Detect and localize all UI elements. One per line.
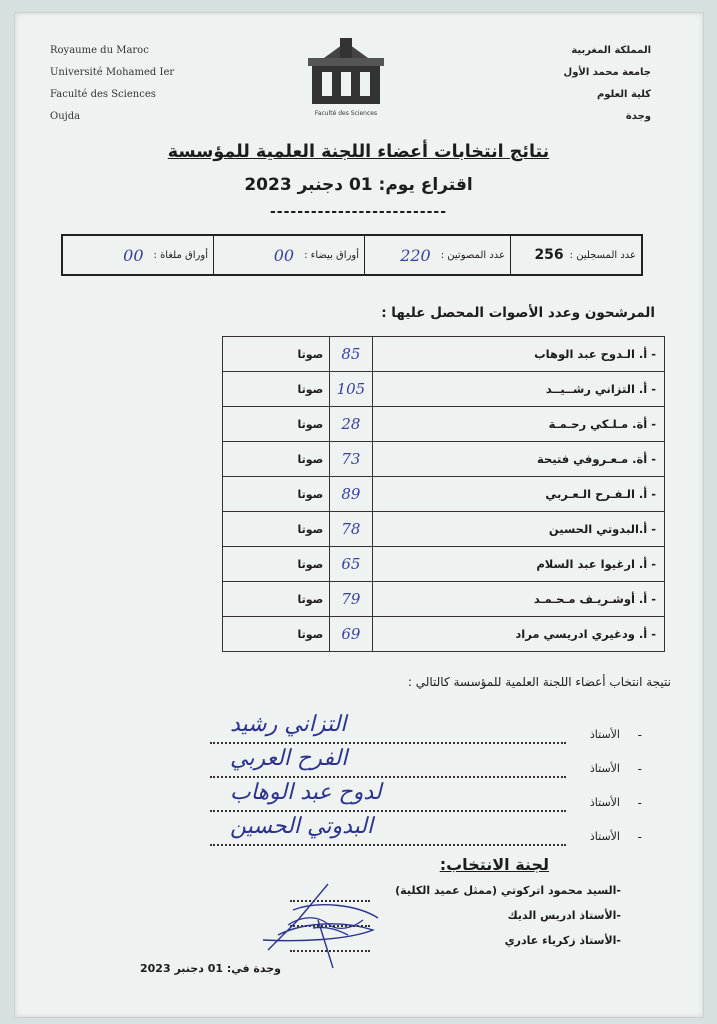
logo-caption: Faculté des Sciences — [314, 110, 378, 117]
header-french — [50, 40, 174, 128]
blank-label: أوراق بيضاء : — [304, 249, 359, 261]
void-value: 00 — [123, 245, 144, 265]
candidate-votes: 28 — [330, 407, 372, 442]
title-text: نتائج انتخابات أعضاء اللجنة العلمية للمؤسسة — [167, 142, 550, 162]
candidate-votes: 105 — [330, 372, 372, 407]
elected-prefix: الأستاذ — [589, 796, 620, 809]
candidate-votes: 78 — [330, 512, 372, 547]
candidate-name: - أة. مـلـكي رحـمـة — [372, 407, 664, 442]
vote-unit: صوتا — [223, 512, 330, 547]
committee-title: لجنة الانتخاب: — [439, 855, 549, 874]
committee-member: -الأستاذ زكرياء عادري — [504, 934, 621, 947]
candidate-name: - أ. أوشـريـف مـحـمـد — [372, 582, 664, 617]
vote-unit: صوتا — [223, 477, 330, 512]
table-row — [223, 372, 665, 407]
registered-label: عدد المسجلين : — [569, 249, 636, 261]
committee-member: -السيد محمود اتركوتي (ممثل عميد الكلية) — [395, 884, 621, 897]
vote-unit: صوتا — [223, 372, 330, 407]
table-row — [223, 547, 665, 582]
bullet: - — [637, 796, 642, 810]
candidate-votes: 85 — [330, 337, 372, 372]
elected-name: لدوح عبد الوهاب — [230, 780, 382, 805]
dotted-line — [210, 776, 566, 778]
void-label: أوراق ملغاة : — [153, 249, 208, 261]
vote-unit: صوتا — [223, 407, 330, 442]
voters-cell — [364, 236, 510, 274]
document-title — [0, 142, 717, 162]
handwritten-signature — [258, 880, 388, 970]
table-row — [223, 407, 665, 442]
bullet: - — [637, 728, 642, 742]
candidate-name: - أ. ارغيوا عبد السلام — [372, 547, 664, 582]
bullet: - — [637, 830, 642, 844]
elected-name: الفرح العربي — [230, 746, 348, 771]
candidate-name: - أ.البدوتي الحسين — [372, 512, 664, 547]
voters-value: 220 — [400, 245, 431, 265]
footer-place-date: وجدة في: 01 دجنبر 2023 — [140, 962, 282, 975]
vote-unit: صوتا — [223, 337, 330, 372]
table-row — [223, 442, 665, 477]
registered-cell — [510, 236, 641, 274]
elected-name: البدوتي الحسين — [230, 814, 374, 839]
candidate-name: - أ. الـفـرح الـعـربي — [372, 477, 664, 512]
table-row — [223, 617, 665, 652]
table-row — [223, 477, 665, 512]
bullet: - — [637, 762, 642, 776]
candidate-name: - أ. التزاني رشــيــد — [372, 372, 664, 407]
elected-row — [210, 814, 670, 852]
vote-unit: صوتا — [223, 547, 330, 582]
candidate-name: - أة. مـعـروفي فتيحة — [372, 442, 664, 477]
elected-prefix: الأستاذ — [589, 728, 620, 741]
header-ar-line: كلية العلوم — [596, 89, 651, 100]
result-label: نتيجة انتخاب أعضاء اللجنة العلمية للمؤسسة كالتالي : — [407, 675, 671, 689]
vote-unit: صوتا — [223, 582, 330, 617]
candidates-heading: المرشحون وعدد الأصوات المحصل عليها : — [381, 305, 655, 321]
blank-cell — [213, 236, 364, 274]
candidate-votes: 79 — [330, 582, 372, 617]
elected-prefix: الأستاذ — [589, 762, 620, 775]
table-row — [223, 512, 665, 547]
elected-name: التزاني رشيد — [230, 712, 347, 737]
vote-unit: صوتا — [223, 617, 330, 652]
vote-unit: صوتا — [223, 442, 330, 477]
header-fr-line: Royaume du Maroc — [50, 45, 149, 56]
header-ar-line: وجدة — [625, 111, 651, 122]
ballot-date: اقتراع يوم: 01 دجنبر 2023 — [244, 175, 473, 195]
candidate-name: - أ. الـدوح عبد الوهاب — [372, 337, 664, 372]
dotted-line — [210, 810, 566, 812]
header-fr-line: Oujda — [50, 111, 81, 122]
dotted-line — [210, 844, 566, 846]
dotted-line — [210, 742, 566, 744]
blank-value: 00 — [273, 245, 295, 265]
faculty-logo — [300, 38, 392, 126]
voters-label: عدد المصوتين : — [440, 249, 505, 261]
candidate-votes: 89 — [330, 477, 372, 512]
table-row — [223, 582, 665, 617]
candidate-votes: 65 — [330, 547, 372, 582]
stats-box — [61, 234, 643, 276]
committee-member: -الأستاذ ادريس الديك — [507, 909, 621, 922]
separator-line: -------------------------- — [269, 204, 448, 220]
building-logo-icon — [304, 38, 388, 106]
header-fr-line: Université Mohamed Ier — [50, 67, 175, 78]
header-ar-line: المملكة المغربية — [571, 45, 651, 56]
void-cell — [63, 236, 213, 274]
header-fr-line: Faculté des Sciences — [50, 89, 156, 100]
candidate-name: - أ. ودغيري ادريسي مراد — [372, 617, 664, 652]
elected-prefix: الأستاذ — [589, 830, 620, 843]
header-ar-line: جامعة محمد الأول — [563, 67, 651, 78]
registered-value: 256 — [534, 247, 564, 263]
candidate-votes: 69 — [330, 617, 372, 652]
candidate-votes: 73 — [330, 442, 372, 477]
header-arabic — [564, 40, 651, 128]
table-row — [223, 337, 665, 372]
candidates-table — [222, 336, 665, 652]
